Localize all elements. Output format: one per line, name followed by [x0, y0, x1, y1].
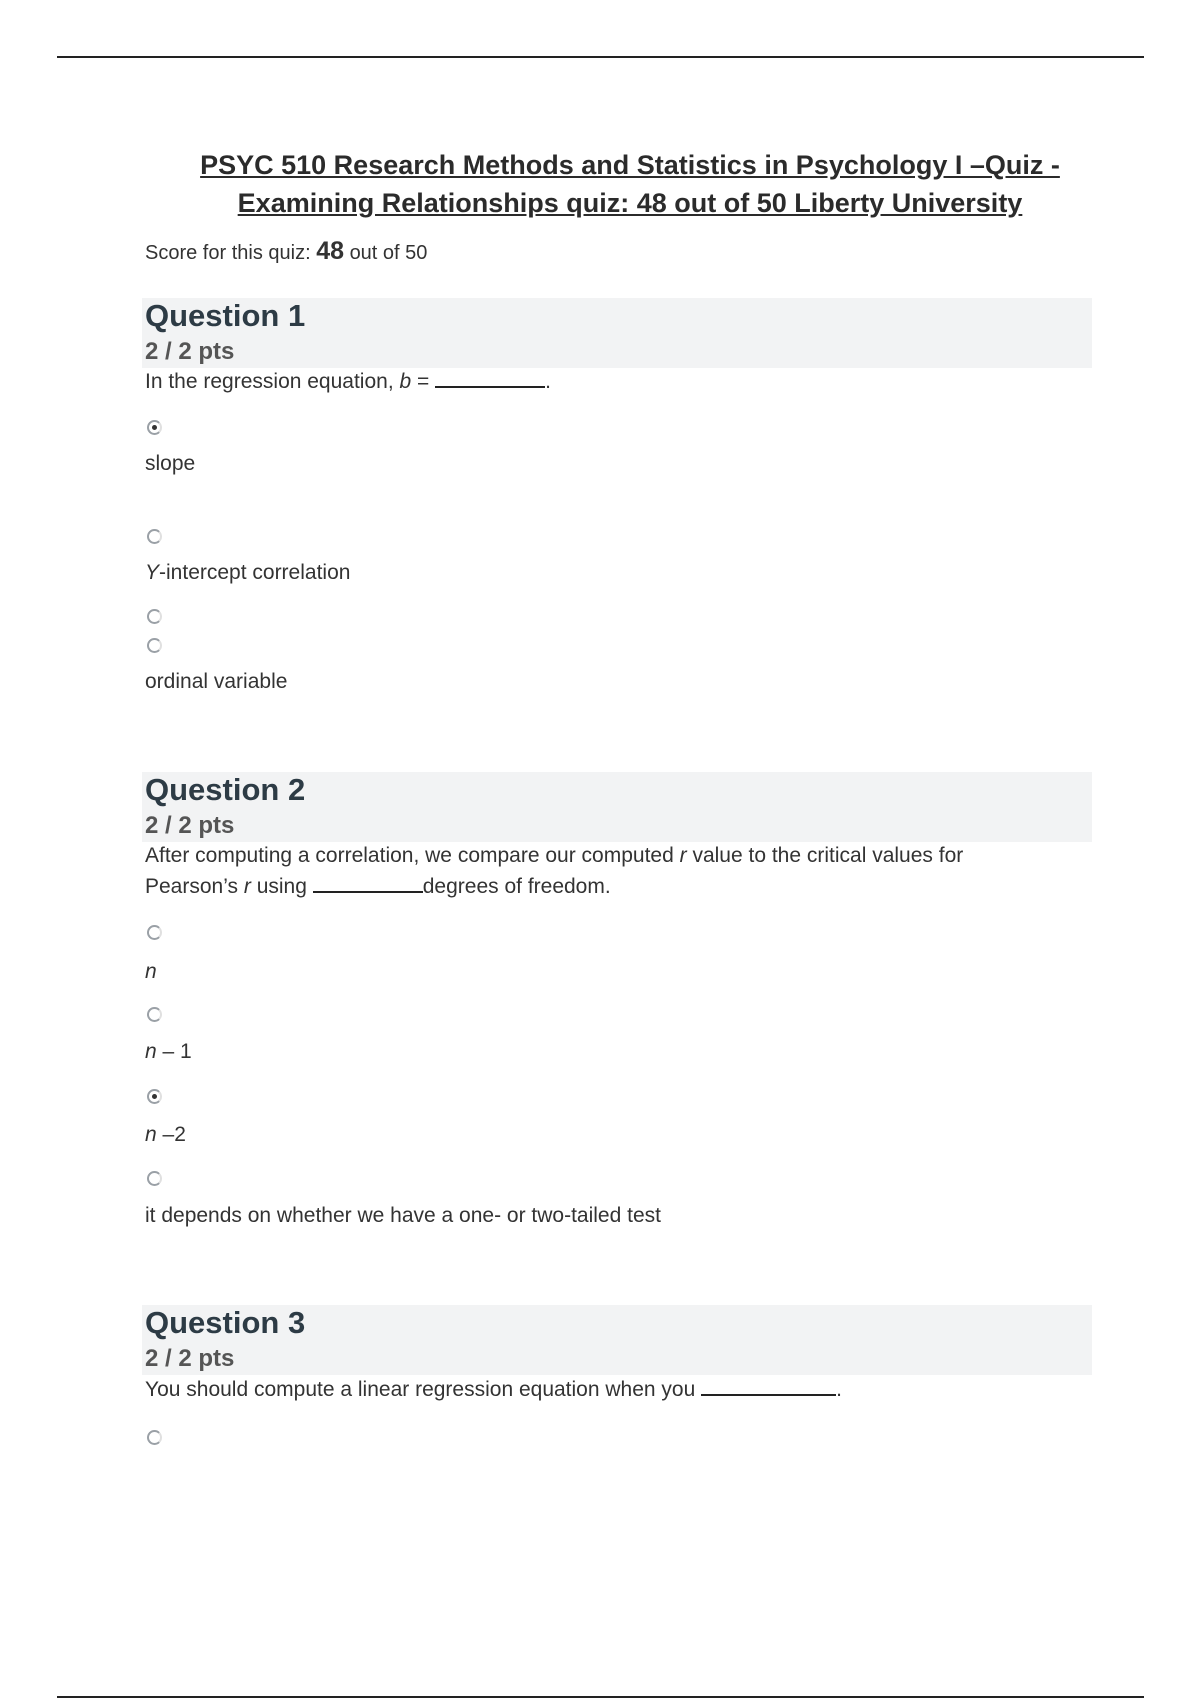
- q2-option-2-label: [145, 1040, 192, 1064]
- question-1-text-before: In the regression equation,: [145, 370, 394, 393]
- question-2-header: [142, 772, 1092, 842]
- q3-option-1-radio[interactable]: [147, 1430, 162, 1445]
- question-3-points: 2 / 2 pts: [145, 1345, 235, 1372]
- question-1-text: [145, 366, 551, 397]
- bottom-rule: [57, 1696, 1144, 1698]
- question-2-line-2-after: degrees of freedom.: [422, 875, 611, 898]
- top-rule: [57, 56, 1144, 58]
- q2-option-1-label: [145, 960, 157, 984]
- question-2-line-1-after: value to the critical values for: [692, 844, 964, 867]
- answer-blank: [313, 871, 423, 893]
- question-2-text: [145, 841, 963, 902]
- question-1-title: Question 1: [145, 298, 306, 333]
- score-label: Score for this quiz:: [145, 242, 311, 264]
- question-3-title: Question 3: [145, 1305, 306, 1340]
- question-3-text-after: .: [836, 1378, 842, 1401]
- q1-option-3-radio[interactable]: [147, 609, 162, 624]
- q2-option-1-radio[interactable]: [147, 925, 162, 940]
- question-1-text-after: .: [545, 370, 551, 393]
- question-1-text-eq: =: [417, 370, 430, 393]
- question-2-line-1-before: After computing a correlation, we compare our computed: [145, 844, 674, 867]
- q2-option-3-text: –2: [156, 1123, 186, 1146]
- question-1-points: 2 / 2 pts: [145, 338, 235, 365]
- q1-option-4-text: ordinal variable: [145, 670, 288, 693]
- q2-option-3-text-italic: n: [145, 1123, 157, 1146]
- q1-option-2-label: [145, 561, 350, 585]
- answer-blank: [435, 366, 545, 388]
- score-value: 48: [316, 237, 344, 265]
- score-suffix: out of 50: [349, 242, 428, 264]
- question-2-line-2-var: r: [243, 875, 251, 898]
- q1-option-1-label: [145, 452, 195, 476]
- question-2-points: 2 / 2 pts: [145, 812, 235, 839]
- q2-option-4-label: [145, 1204, 661, 1228]
- question-1-header: [142, 298, 1092, 368]
- q1-option-2-text-italic: Y: [145, 561, 160, 584]
- q2-option-2-text: – 1: [156, 1040, 192, 1063]
- q1-option-1-text: slope: [145, 452, 196, 475]
- question-3-text-before: You should compute a linear regression equation when you: [145, 1378, 696, 1401]
- question-2-line-2-before: Pearson’s: [145, 875, 239, 898]
- q2-option-3-label: [145, 1123, 186, 1147]
- q1-option-4-label: [145, 670, 287, 694]
- quiz-score: [145, 237, 427, 266]
- q2-option-1-text-italic: n: [145, 960, 157, 983]
- question-2-title: Question 2: [145, 772, 306, 807]
- q1-option-2-text: -intercept correlation: [159, 561, 351, 584]
- title-line-1: PSYC 510 Research Methods and Statistics in Psychology I –Quiz -: [200, 150, 1060, 180]
- question-2-line-2-using: using: [256, 875, 307, 898]
- q2-option-2-radio[interactable]: [147, 1007, 162, 1022]
- q2-option-2-text-italic: n: [145, 1040, 157, 1063]
- q1-option-2-radio[interactable]: [147, 529, 162, 544]
- q1-option-1-radio[interactable]: [147, 420, 162, 435]
- answer-blank: [701, 1374, 836, 1396]
- page-title: [180, 146, 1080, 222]
- q2-option-3-radio[interactable]: [147, 1089, 162, 1104]
- question-2-line-1-var: r: [679, 844, 687, 867]
- q2-option-4-text: it depends on whether we have a one- or two-tailed test: [145, 1204, 661, 1227]
- question-1-text-var: b: [399, 370, 412, 393]
- q1-option-4-radio[interactable]: [147, 638, 162, 653]
- question-3-header: [142, 1305, 1092, 1375]
- q2-option-4-radio[interactable]: [147, 1171, 162, 1186]
- title-line-2: Examining Relationships quiz: 48 out of 50 Liberty University: [237, 188, 1023, 218]
- question-3-text: [145, 1374, 842, 1405]
